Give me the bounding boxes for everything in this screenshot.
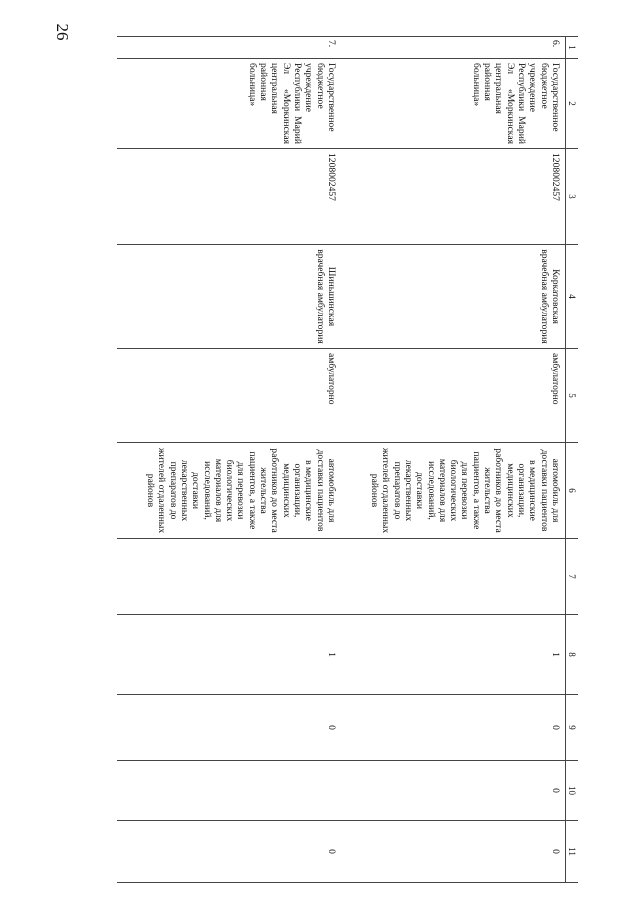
organization-code: 1208002457 <box>341 149 566 245</box>
organization-name: Государственное бюджетное учреждение Республики Марий Эл «Моркинская центральная районная больница» <box>341 59 566 149</box>
row-number: 7. <box>117 37 341 59</box>
care-type: амбулаторно <box>341 349 566 443</box>
col-header-7: 7 <box>566 539 579 615</box>
cell-col-8: 1 <box>341 615 566 695</box>
rotated-table-container <box>108 36 578 882</box>
cell-col-11: 0 <box>117 821 341 883</box>
vehicle-purpose: автомобиль для доставки пациентов в медицинские организации, медицинских работников до места жительства пациентов, а также для перевозки биологических материалов для исследований, доставки лекарственных препаратов до жителей отдаленных районов <box>341 443 566 539</box>
col-header-10: 10 <box>566 761 579 821</box>
vehicle-allocation-table <box>117 36 578 883</box>
col-header-1: 1 <box>566 37 579 59</box>
table-row <box>341 37 566 883</box>
medical-unit: Шиньшинская врачебная амбулатория <box>117 245 341 349</box>
header-row <box>566 37 579 883</box>
medical-unit: Коркатовская врачебная амбулатория <box>341 245 566 349</box>
table-row <box>117 37 341 883</box>
cell-col-11: 0 <box>341 821 566 883</box>
col-header-4: 4 <box>566 245 579 349</box>
cell-col-9: 0 <box>341 695 566 761</box>
organization-code: 1208002457 <box>117 149 341 245</box>
col-header-8: 8 <box>566 615 579 695</box>
col-header-6: 6 <box>566 443 579 539</box>
cell-col-10: 0 <box>341 761 566 821</box>
col-header-9: 9 <box>566 695 579 761</box>
page-number: 26 <box>53 23 72 41</box>
cell-col-8: 1 <box>117 615 341 695</box>
care-type: амбулаторно <box>117 349 341 443</box>
col-header-11: 11 <box>566 821 579 883</box>
cell-col-7 <box>341 539 566 615</box>
col-header-2: 2 <box>566 59 579 149</box>
cell-col-7 <box>117 539 341 615</box>
cell-col-9: 0 <box>117 695 341 761</box>
cell-col-10 <box>117 761 341 821</box>
col-header-3: 3 <box>566 149 579 245</box>
vehicle-purpose: автомобиль для доставки пациентов в медицинские организации, медицинских работников до места жительства пациентов, а также для перевозки биологических материалов для исследований, доставки лекарственных препаратов до жителей отдаленных районов <box>117 443 341 539</box>
row-number: 6. <box>341 37 566 59</box>
organization-name: Государственное бюджетное учреждение Республики Марий Эл «Моркинская центральная районная больница» <box>117 59 341 149</box>
col-header-5: 5 <box>566 349 579 443</box>
